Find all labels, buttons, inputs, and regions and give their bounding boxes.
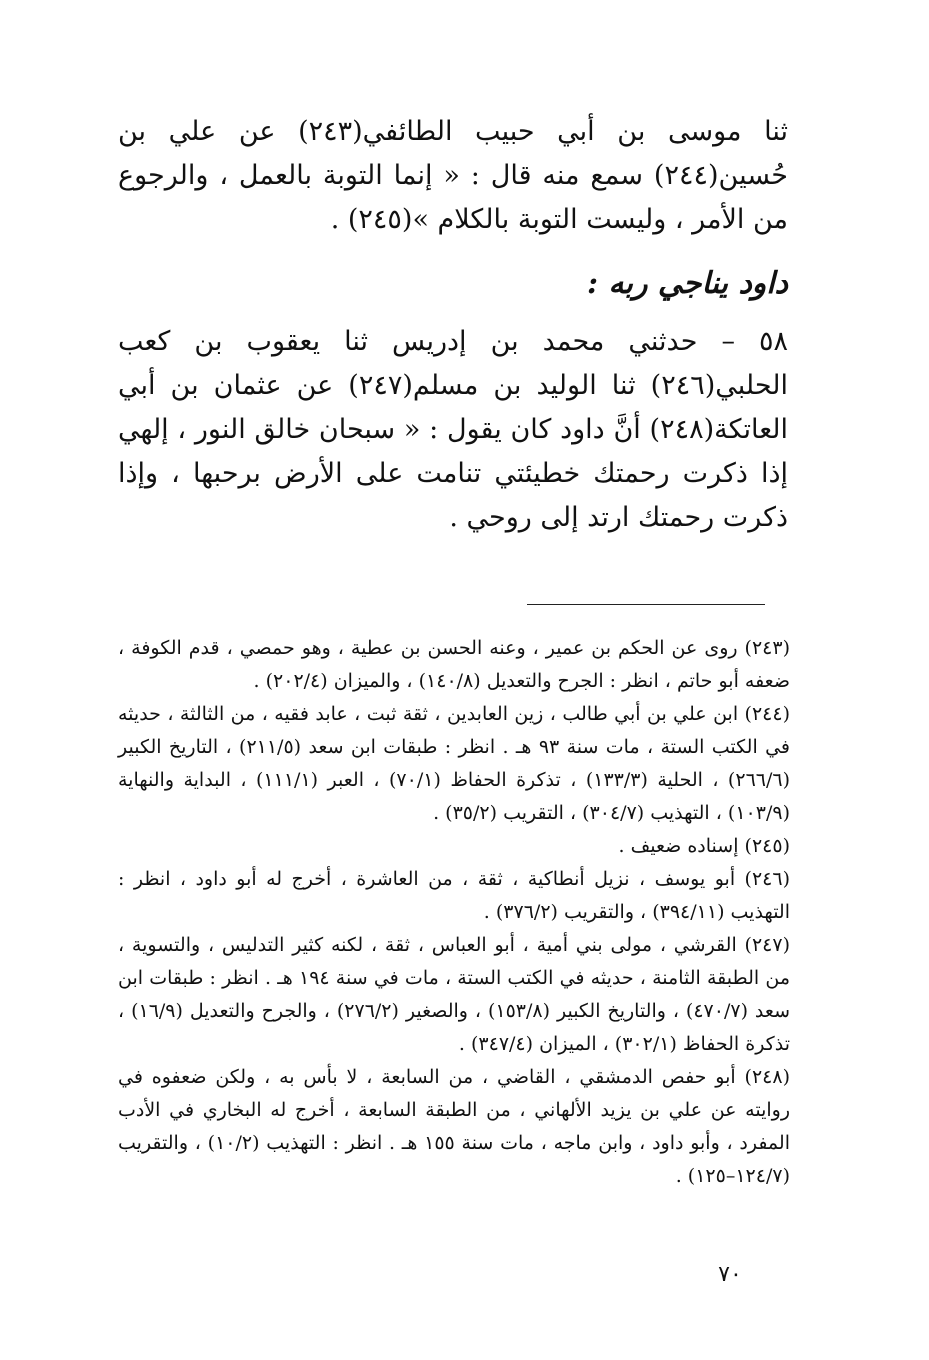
footnote-243: (٢٤٣) روى عن الحكم بن عمير ، وعنه الحسن بن عطية ، وهو حمصي ، قدم الكوفة ، ضعفه أبو حاتم ، انظر : الجرح والتعديل (١٤٠/٨) ، والميزان (٢٠٢/٤) . [118,637,790,692]
footnote-245: (٢٤٥) إسناده ضعيف . [618,835,790,857]
footnote-divider [527,604,765,605]
footnote-246: (٢٤٦) أبو يوسف ، نزيل أنطاكية ، ثقة ، من العاشرة ، أخرج له أبو داود ، انظر : التهذيب (٣٩٤/١١) ، والتقريب (٣٧٦/٢) . [118,868,790,923]
main-text [118,110,788,540]
footnote-247: (٢٤٧) القرشي ، مولى بني أمية ، أبو العباس ، ثقة ، لكنه كثير التدليس ، والتسوية ، من الطبقة الثامنة ، حديثه في الكتب الستة ، مات في سنة ١٩٤ هـ . انظر : طبقات ابن سعد (٤٧٠/٧) ، والتاريخ الكبير (١٥٣/٨) ، والصغير (٢٧٦/٢) ، والجرح والتعديل (١٦/٩) ، تذكرة الحفاظ (٣٠٢/١) ، الميزان (٣٤٧/٤) . [118,934,790,1055]
footnotes [118,632,790,1193]
section-heading: داود يناجي ربه : [587,266,788,301]
paragraph-2: ٥٨ – حدثني محمد بن إدريس ثنا يعقوب بن كعب الحلبي(٢٤٦) ثنا الوليد بن مسلم(٢٤٧) عن عثمان بن أبي العاتكة(٢٤٨) أنَّ داود كان يقول : « سبحان خالق النور ، إلهي إذا ذكرت رحمتك خطيئتي تنامت على الأرض برحبها ، وإذا ذكرت رحمتك ارتد إلى روحي . [118,326,788,533]
paragraph-1: ثنا موسى بن أبي حبيب الطائفي(٢٤٣) عن علي بن حُسين(٢٤٤) سمع منه قال : « إنما التوبة بالعمل ، والرجوع من الأمر ، وليست التوبة بالكلام »(٢٤٥) . [118,116,788,235]
page-number: ٧٠ [718,1262,742,1287]
footnote-244: (٢٤٤) ابن علي بن أبي طالب ، زين العابدين ، ثقة ثبت ، عابد فقيه ، من الثالثة ، حديثه في الكتب الستة ، مات سنة ٩٣ هـ . انظر : طبقات ابن سعد (٢١١/٥) ، التاريخ الكبير (٢٦٦/٦) ، الحلية (١٣٣/٣) ، تذكرة الحفاظ (٧٠/١) ، العبر (١١١/١) ، البداية والنهاية (١٠٣/٩) ، التهذيب (٣٠٤/٧) ، التقريب (٣٥/٢) . [118,703,791,824]
footnote-248: (٢٤٨) أبو حفص الدمشقي ، القاضي ، من السابعة ، لا بأس به ، ولكن ضعفوه في روايته عن علي بن يزيد الألهاني ، من الطبقة السابعة ، أخرج له البخاري في الأدب المفرد ، وأبو داود ، وابن ماجه ، مات سنة ١٥٥ هـ . انظر : التهذيب (١٠/٢) ، والتقريب (١٢٤/٧–١٢٥) . [118,1066,790,1187]
